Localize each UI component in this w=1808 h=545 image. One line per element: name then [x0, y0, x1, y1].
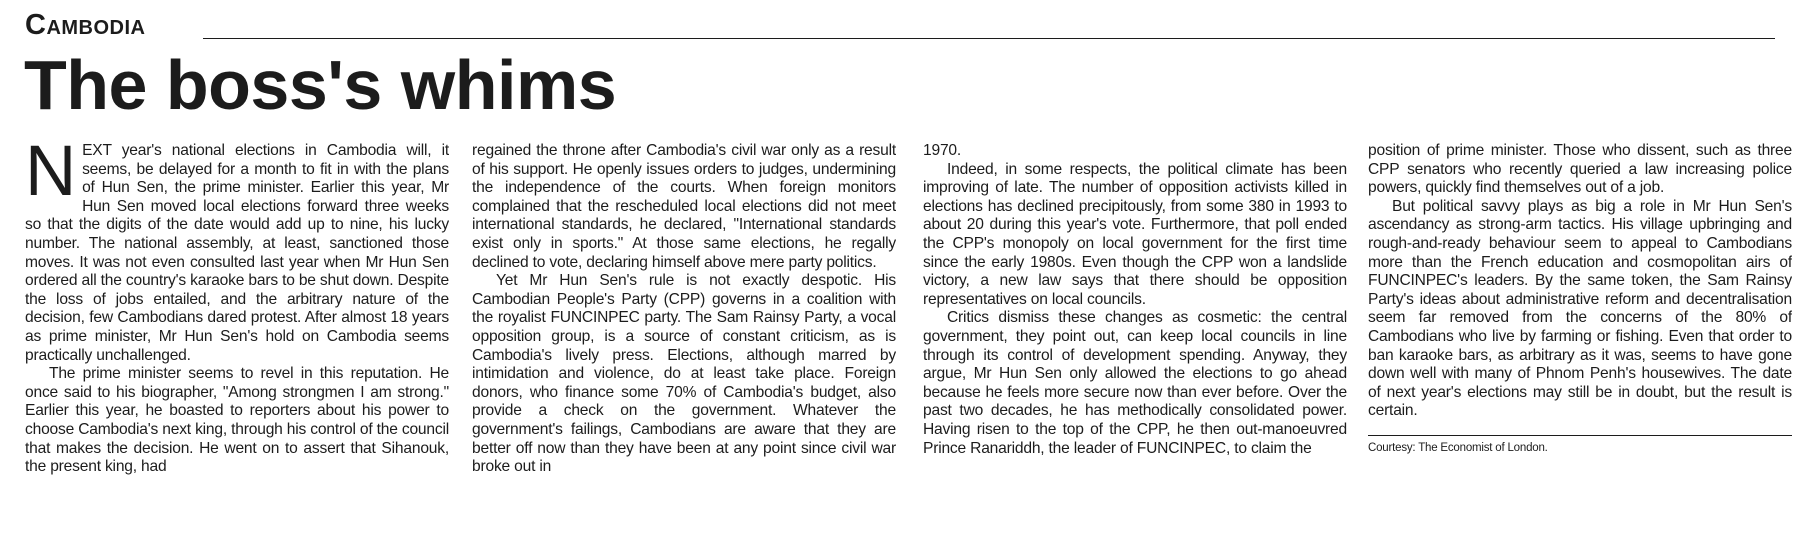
- section-rule: [203, 38, 1775, 39]
- paragraph: Critics dismiss these changes as cosmetic: the central government, they point out, can keep local councils in line through its control of development spending. Anyway, they argue, Mr Hun Sen only allowed the elections to go ahead because he feels more secure now than ever before. Over the past two decades, he has methodically consolidated power. Having risen to the top of the CPP, he then out-manoeuvred Prince Ranariddh, the leader of FUNCINPEC, to claim the: [923, 309, 1347, 457]
- paragraph: Indeed, in some respects, the political climate has been improving of late. The number of opposition activists killed in elections has declined precipitously, from some 380 in 1993 to about 20 during this year's vote. Furthermore, that poll ended the CPP's monopoly on local government for the first time since the early 1980s. Even though the CPP won a landslide victory, a new law says that there should be opposition representatives on local councils.: [923, 160, 1347, 308]
- article-body: [25, 142, 1795, 542]
- credit-rule: [1368, 435, 1792, 436]
- paragraph-text: EXT year's national elections in Cambodia will, it seems, be delayed for a month to fit in with the plans of Hun Sen, the prime minister. Earlier this year, Mr Hun Sen moved local elections forward three weeks so that the digits of the date would add up to nine, his lucky number. The national assembly, at least, sanctioned those moves. It was not even consulted last year when Mr Hun Sen ordered all the country's karaoke bars to be shut down. Despite the loss of jobs entailed, and the arbitrary nature of the decision, few Cambodians dared protest. After almost 18 years as prime minister, Mr Hun Sen's hold on Cambodia seems practically unchallenged.: [25, 142, 449, 364]
- article-column-4: [1368, 142, 1792, 542]
- paragraph: But political savvy plays as big a role in Mr Hun Sen's ascendancy as strong-arm tactics. His village upbringing and rough-and-ready behaviour seem to appeal to Cambodians more than the French education and cosmopolitan airs of FUNCINPEC's leaders. By the same token, the Sam Rainsy Party's ideas about administrative reform and decentralisation seem far removed from the concerns of the 80% of Cambodians who live by farming or fishing. Even that order to ban karaoke bars, as arbitrary as it was, seems to have gone down well with many of Phnom Penh's housewives. The date of next year's elections may still be in doubt, but the result is certain.: [1368, 197, 1792, 420]
- article-column-3: [923, 142, 1347, 542]
- paragraph: The prime minister seems to revel in this reputation. He once said to his biographer, "Among strongmen I am strong." Earlier this year, he boasted to reporters about his power to choose Cambodia's next king, through his control of the council that makes the decision. He went on to assert that Sihanouk, the present king, had: [25, 365, 449, 476]
- article-column-2: [472, 142, 896, 542]
- paragraph: position of prime minister. Those who dissent, such as three CPP senators who recently queried a law increasing police powers, quickly find themselves out of a job.: [1368, 142, 1792, 197]
- paragraph: regained the throne after Cambodia's civil war only as a result of his support. He openly issues orders to judges, undermining the independence of the courts. When foreign monitors complained that the rescheduled local elections did not meet international standards, he declared, "International standards exist only in sports." At those same elections, he regally declined to vote, declaring himself above mere party politics.: [472, 142, 896, 271]
- section-header: [25, 8, 1775, 42]
- section-label: Cambodia: [25, 9, 146, 41]
- courtesy-credit: Courtesy: The Economist of London.: [1368, 441, 1548, 454]
- article-column-1: [25, 142, 449, 542]
- drop-cap: N: [25, 142, 77, 211]
- paragraph: [25, 142, 449, 365]
- paragraph: 1970.: [923, 142, 962, 159]
- headline: The boss's whims: [24, 46, 617, 124]
- paragraph: Yet Mr Hun Sen's rule is not exactly despotic. His Cambodian People's Party (CPP) governs in a coalition with the royalist FUNCINPEC party. The Sam Rainsy Party, a vocal opposition group, is a source of constant criticism, as is Cambodia's lively press. Elections, although marred by intimidation and violence, do at least take place. Foreign donors, who finance some 70% of Cambodia's budget, also provide a check on the government. Whatever the government's failings, Cambodians are aware that they are better off now than they have been at any point since civil war broke out in: [472, 272, 896, 476]
